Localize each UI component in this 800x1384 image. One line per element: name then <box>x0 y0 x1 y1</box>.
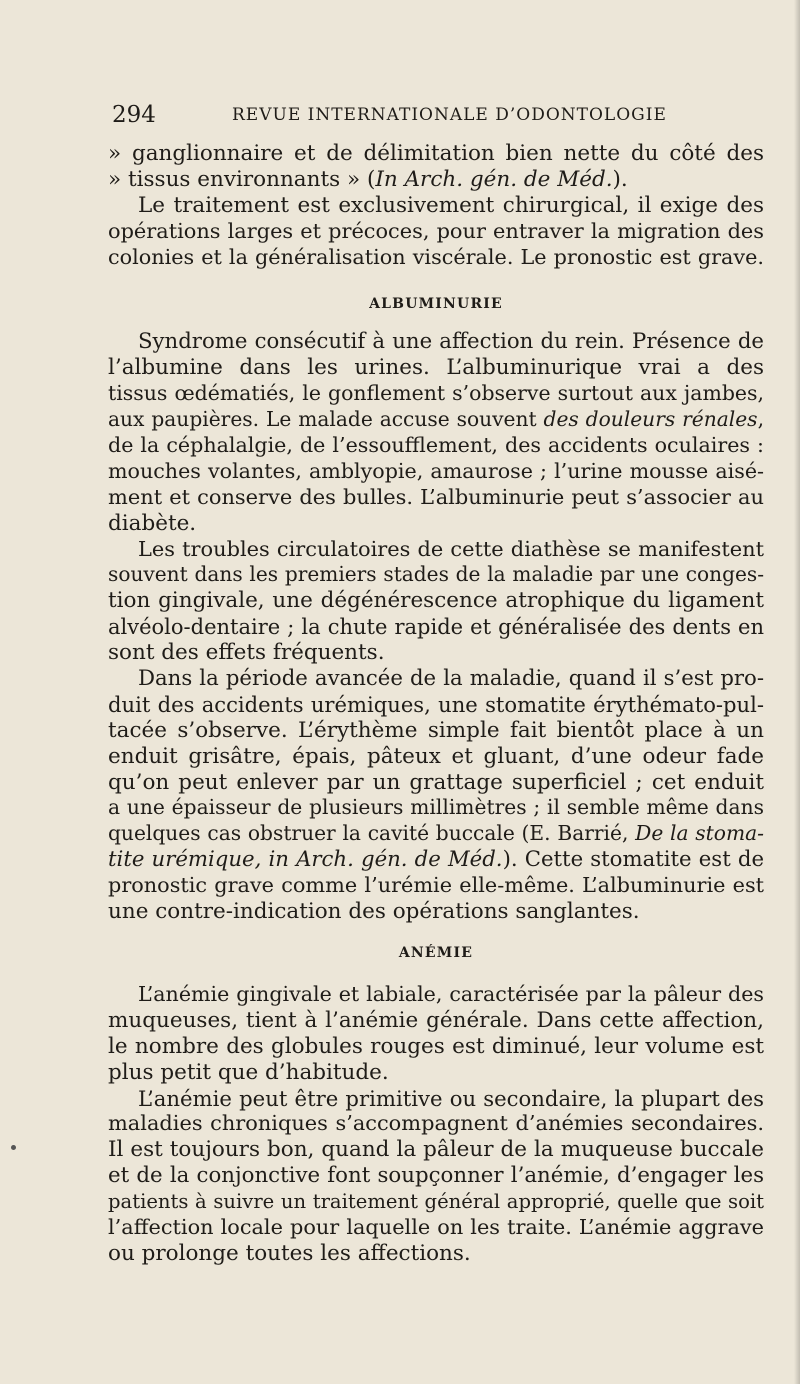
text-line: colonies et la généralisation viscérale. Le pronostic est grave. <box>108 244 764 269</box>
text-span: ). Cette stomatite est de <box>502 847 764 873</box>
text-line: Dans la période avancée de la maladie, quand il s’est pro- <box>138 666 764 692</box>
italic-citation: In Arch. gén. de Méd. <box>375 166 613 192</box>
text-line: Le traitement est exclusivement chirurgical, il exige des <box>138 192 764 218</box>
text-line <box>108 407 764 433</box>
text-line: qu’on peut enlever par un grattage superficiel ; cet enduit <box>108 769 764 795</box>
text-line: l’affection locale pour laquelle on les traite. L’anémie aggrave <box>108 1214 764 1239</box>
italic-title: tite urémique, <box>108 847 262 873</box>
page-header <box>112 100 752 130</box>
text-line: Il est toujours bon, quand la pâleur de la muqueuse buccale <box>108 1137 764 1163</box>
text-line: enduit grisâtre, épais, pâteux et gluant, d’une odeur fade <box>108 743 764 769</box>
text-line: duit des accidents urémiques, une stomatite érythémato-pul- <box>108 691 764 717</box>
text-span: aux paupières. Le malade accuse souvent <box>108 407 537 432</box>
italic-phrase: des douleurs rénales <box>543 407 758 432</box>
text-span: » tissus environnants » ( <box>108 166 376 192</box>
text-line: ou prolonge toutes les affections. <box>108 1240 471 1266</box>
text-line: alvéolo-dentaire ; la chute rapide et généralisée des dents en <box>108 614 764 640</box>
text-span: ). <box>612 166 628 192</box>
margin-speck <box>11 1145 16 1150</box>
text-line: diabète. <box>108 510 197 536</box>
text-line: a une épaisseur de plusieurs millimètres ; il semble même dans <box>108 795 764 820</box>
text-line: pronostic grave comme l’urémie elle-même. L’albuminurie est <box>108 873 764 898</box>
text-line: L’anémie peut être primitive ou secondaire, la plupart des <box>138 1085 764 1111</box>
text-line: » ganglionnaire et de délimitation bien nette du côté des <box>108 141 764 166</box>
text-line <box>108 167 764 193</box>
section-heading-albuminurie: ALBUMINURIE <box>369 296 503 313</box>
text-line: l’albumine dans les urines. L’albuminurique vrai a des <box>108 355 764 381</box>
text-line: L’anémie gingivale et labiale, caractérisée par la pâleur des <box>138 981 764 1006</box>
section-heading-anemie: ANÉMIE <box>398 944 474 961</box>
text-line: Les troubles circulatoires de cette diathèse se manifestent <box>138 536 764 561</box>
text-line: de la céphalalgie, de l’essoufflement, des accidents oculaires : <box>108 433 764 458</box>
text-line: sont des effets fréquents. <box>108 640 385 666</box>
text-line: opérations larges et précoces, pour entraver la migration des <box>108 218 764 243</box>
text-line <box>108 847 764 873</box>
text-line: mouches volantes, amblyopie, amaurose ; l’urine mousse aisé- <box>108 458 764 483</box>
text-line: plus petit que d’habitude. <box>108 1059 389 1085</box>
running-title: REVUE INTERNATIONALE D’ODONTOLOGIE <box>232 105 667 125</box>
text-line: et de la conjonctive font soupçonner l’anémie, d’engager les <box>108 1163 764 1189</box>
page-body <box>108 141 764 1267</box>
text-line <box>108 821 764 847</box>
text-span: , <box>757 407 764 432</box>
text-span: quelques cas obstruer la cavité buccale (E. Barrié, <box>108 821 629 846</box>
text-line: tion gingivale, une dégénérescence atrophique du ligament <box>108 588 764 614</box>
text-line: souvent dans les premiers stades de la maladie par une conges- <box>108 562 764 587</box>
text-line: Syndrome consécutif à une affection du rein. Présence de <box>138 329 764 355</box>
text-line: une contre-indication des opérations sanglantes. <box>108 899 640 925</box>
text-line: le nombre des globules rouges est diminué, leur volume est <box>108 1033 764 1059</box>
text-line: tissus œdématiés, le gonflement s’observe surtout aux jambes, <box>108 381 764 406</box>
text-line: ment et conserve des bulles. L’albuminurie peut s’associer au <box>108 484 764 509</box>
italic-citation: in Arch. gén. de Méd. <box>268 847 503 873</box>
text-line: tacée s’observe. L’érythème simple fait bientôt place à un <box>108 717 764 743</box>
page-number: 294 <box>112 102 156 128</box>
text-line: muqueuses, tient à l’anémie générale. Dans cette affection, <box>108 1007 764 1033</box>
italic-title: De la stoma- <box>635 821 764 846</box>
text-line: patients à suivre un traitement général approprié, quelle que soit <box>108 1190 764 1214</box>
text-line: maladies chroniques s’accompagnent d’anémies secondaires. <box>108 1111 764 1136</box>
